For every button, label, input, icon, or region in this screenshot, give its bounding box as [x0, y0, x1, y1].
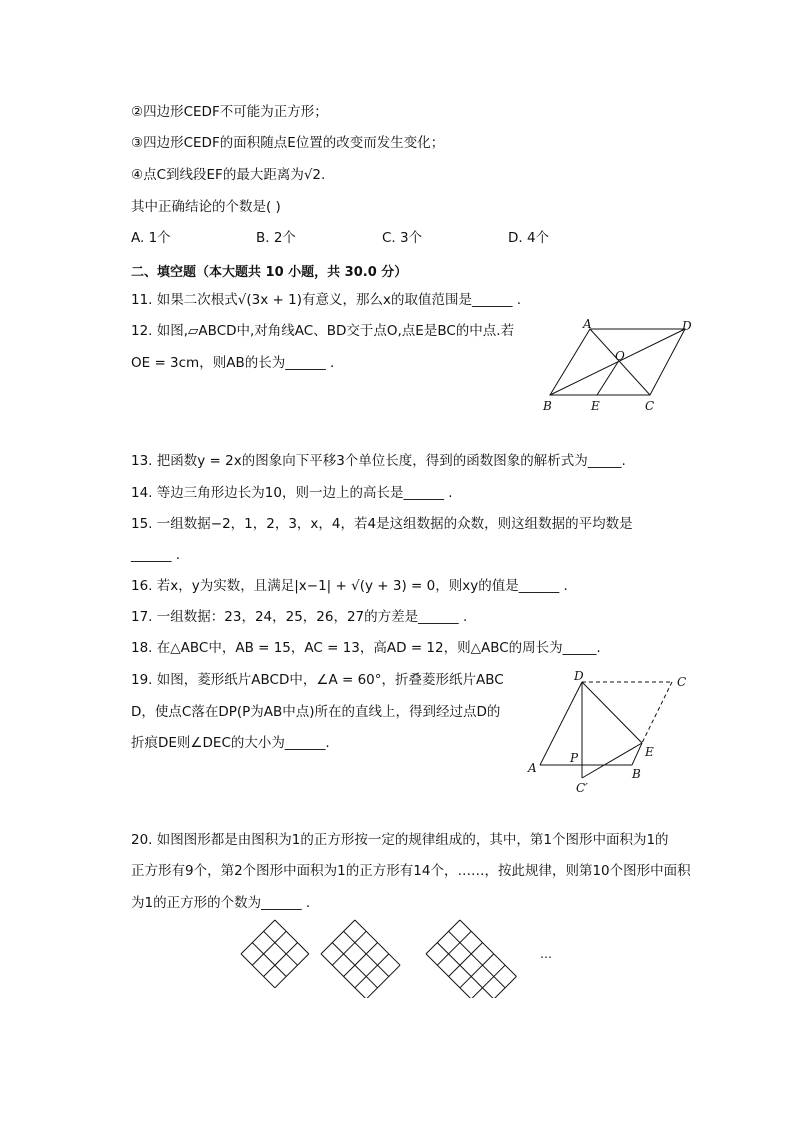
figure-parallelogram — [535, 316, 700, 416]
pattern-3 — [426, 920, 516, 998]
grid-line — [483, 977, 517, 999]
grid-line — [426, 954, 483, 998]
label-b: B — [632, 767, 641, 781]
statement-2: ②四边形CEDF不可能为正方形； — [131, 104, 328, 120]
label-a: A — [583, 317, 592, 331]
pattern-1 — [241, 920, 309, 988]
section-title: 二、填空题（本大题共 10 小题，共 30.0 分） — [131, 265, 408, 280]
question-19-line1: 19. 如图，菱形纸片ABCD中，∠A = 60°，折叠菱形纸片ABC — [131, 672, 504, 688]
label-c: C — [645, 399, 655, 413]
question-15-line1: 15. 一组数据−2，1，2，3，x，4，若4是这组数据的众数，则这组数据的平均数是 — [131, 516, 633, 532]
label-c-prime: C′ — [576, 781, 588, 795]
statement-4: ④点C到线段EF的最大距离为√2. — [131, 167, 326, 183]
label-a: A — [528, 761, 537, 775]
ellipsis: … — [540, 947, 552, 961]
grid-line — [460, 920, 517, 977]
label-d: D — [574, 669, 584, 683]
label-b: B — [543, 399, 552, 413]
question-19-line3: 折痕DE则∠DEC的大小为______. — [131, 735, 330, 751]
question-12-line1: 12. 如图,▱ABCD中,对角线AC、BD交于点O,点E是BC的中点.若 — [131, 323, 515, 339]
grid-line — [449, 931, 506, 988]
pattern-2 — [321, 920, 400, 998]
option-d: D. 4个 — [508, 230, 550, 246]
question-16: 16. 若x，y为实数，且满足|x−1| + √(y + 3) = 0，则xy的值是______ . — [131, 578, 568, 594]
label-o: O — [615, 349, 625, 363]
option-a: A. 1个 — [131, 230, 171, 246]
question-20-line1: 20. 如图图形都是由图积为1的正方形按一定的规律组成的，其中，第1个图形中面积为1的 — [131, 832, 669, 848]
option-c: C. 3个 — [382, 230, 423, 246]
statement-3: ③四边形CEDF的面积随点E位置的改变而发生变化； — [131, 135, 445, 151]
label-e: E — [645, 745, 654, 759]
label-p: P — [570, 751, 579, 765]
label-d: D — [682, 319, 692, 333]
question-13: 13. 把函数y = 2x的图象向下平移3个单位长度，得到的函数图象的解析式为_____. — [131, 453, 626, 469]
question-prompt: 其中正确结论的个数是( ) — [131, 199, 281, 215]
figure-rhombus-fold — [522, 668, 702, 798]
question-17: 17. 一组数据：23，24，25，26，27的方差是______ . — [131, 609, 468, 625]
label-e: E — [591, 399, 600, 413]
question-15-line2: ______ . — [131, 547, 181, 563]
question-11: 11. 如果二次根式√(3x + 1)有意义，那么x的取值范围是______ . — [131, 292, 522, 308]
grid-line — [437, 943, 494, 998]
question-14: 14. 等边三角形边长为10，则一边上的高长是______ . — [131, 485, 453, 501]
question-20-line3: 为1的正方形的个数为______ . — [131, 895, 311, 911]
question-18: 18. 在△ABC中，AB = 15，AC = 13，高AD = 12，则△ABC的周长为_____. — [131, 640, 601, 656]
label-c: C — [677, 675, 687, 689]
question-19-line2: D，使点C落在DP(P为AB中点)所在的直线上，得到经过点D的 — [131, 704, 501, 720]
figure-square-patterns — [236, 918, 566, 998]
question-12-line2: OE = 3cm，则AB的长为______ . — [131, 355, 335, 371]
question-20-line2: 正方形有9个，第2个图形中面积为1的正方形有14个，……，按此规律，则第10个图形中面积 — [131, 863, 691, 879]
option-b: B. 2个 — [256, 230, 296, 246]
